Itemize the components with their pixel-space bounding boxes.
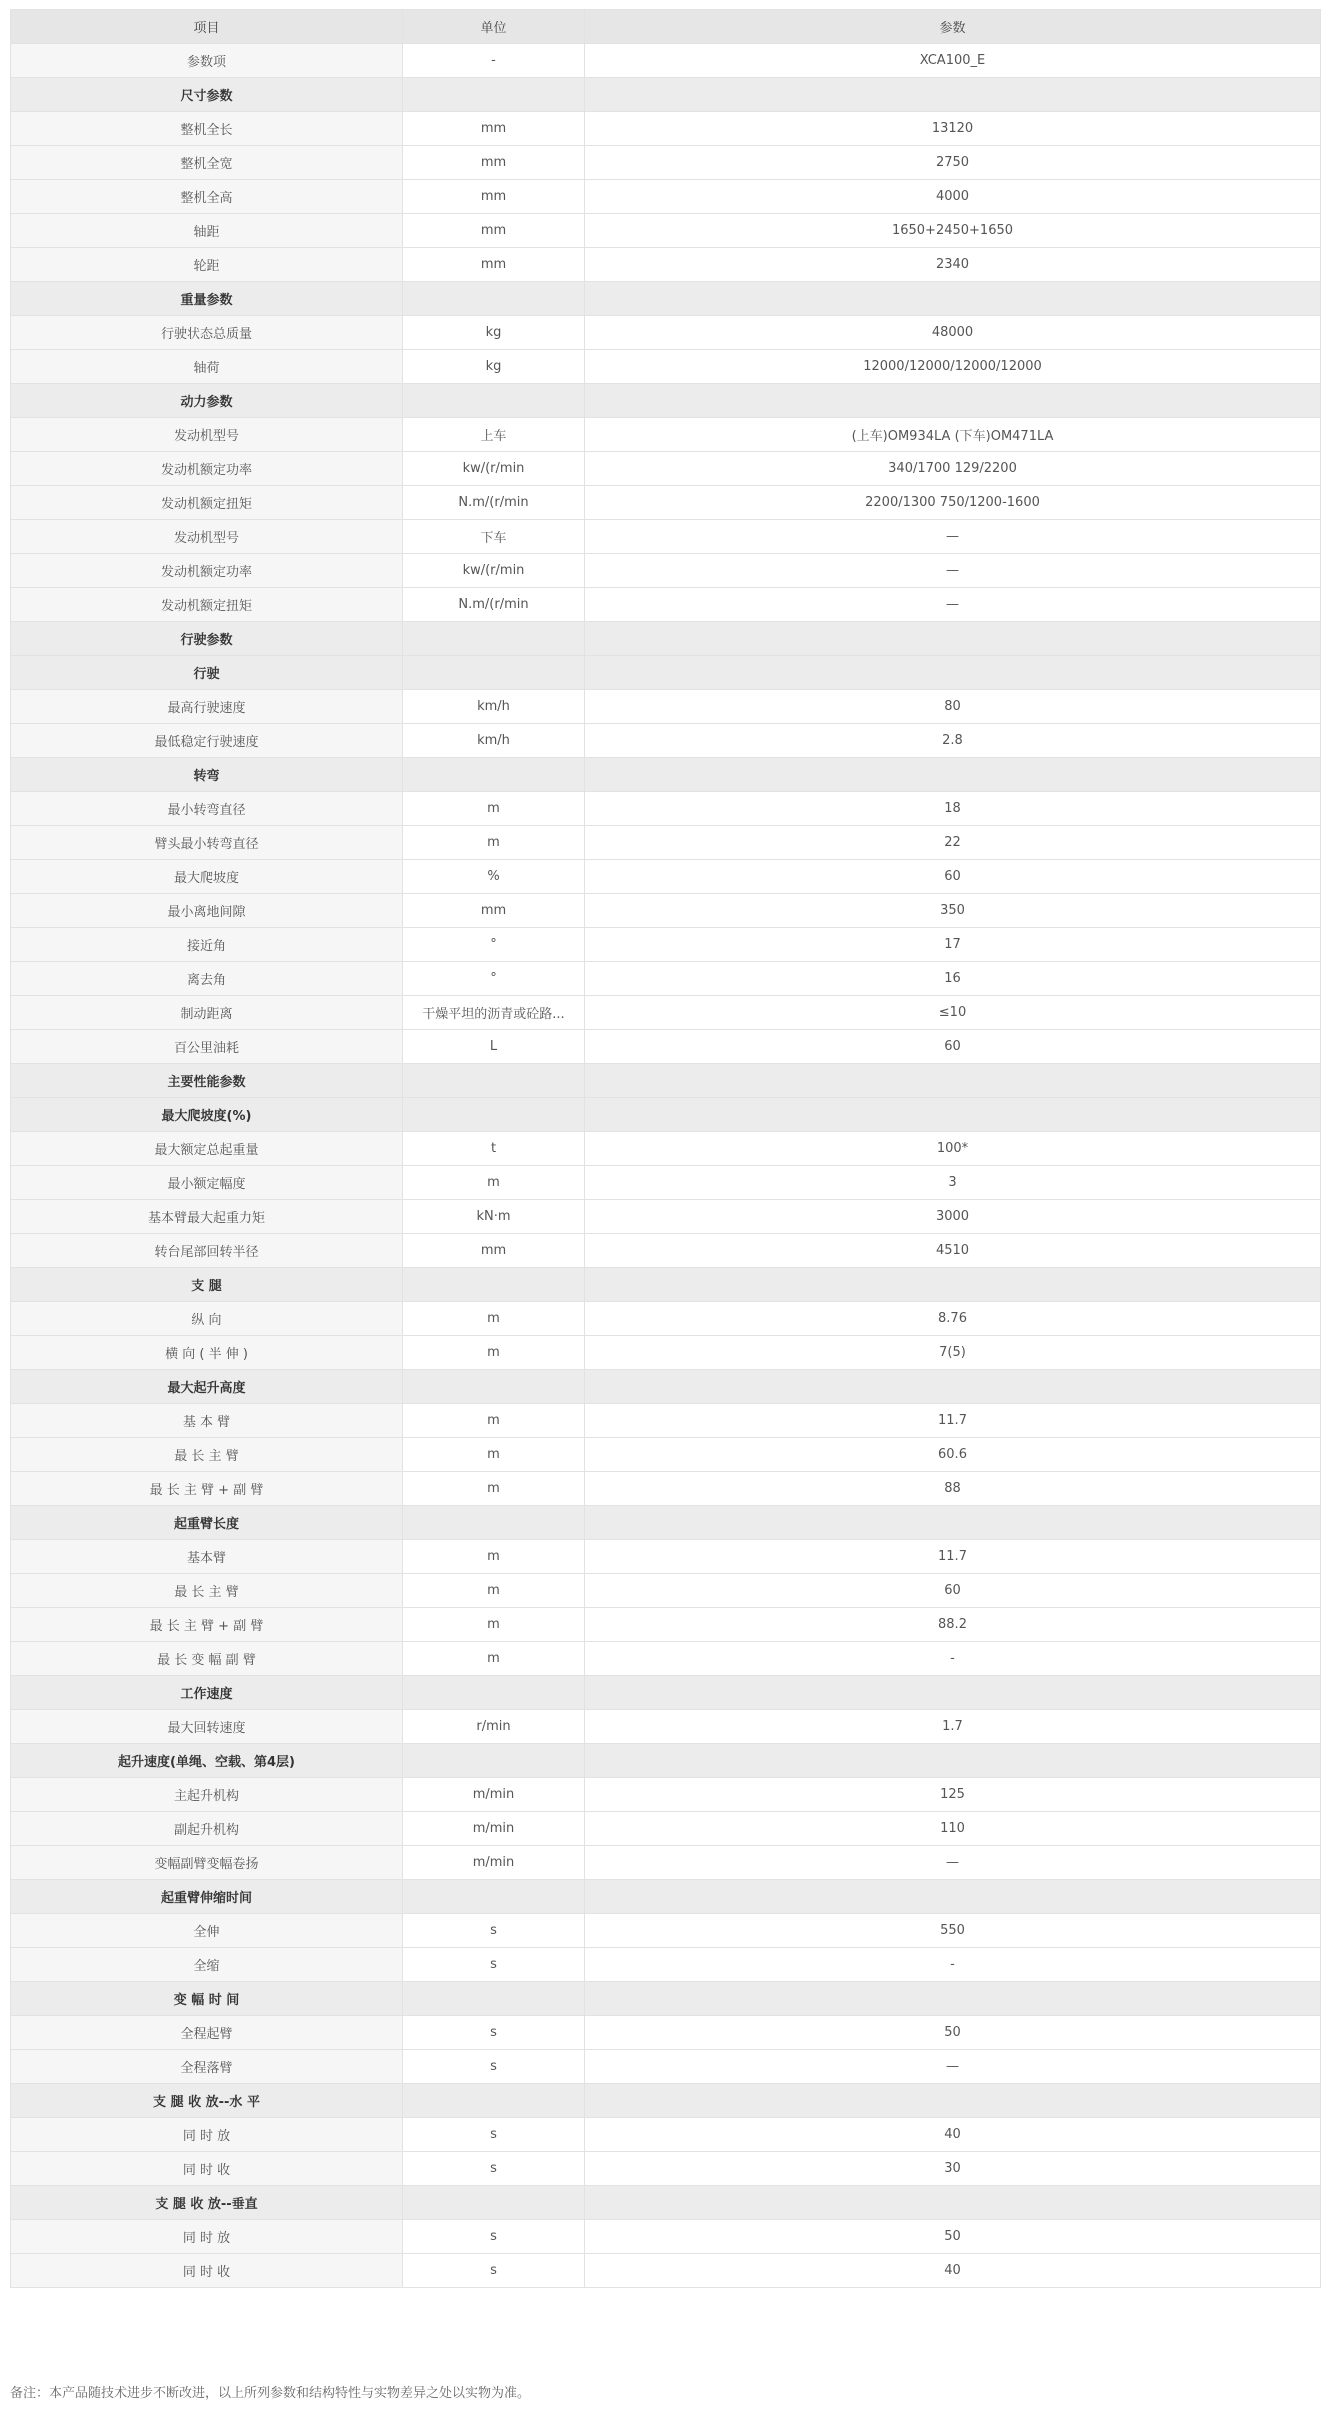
table-row <box>11 1710 1321 1744</box>
unit-cell: m/min <box>403 1778 585 1812</box>
value-cell <box>585 1982 1321 2016</box>
table-row <box>11 1404 1321 1438</box>
table-row <box>11 996 1321 1030</box>
item-cell: 基 本 臂 <box>11 1404 403 1438</box>
item-cell: 最大爬坡度 <box>11 860 403 894</box>
unit-cell: m <box>403 1608 585 1642</box>
value-cell: 2200/1300 750/1200-1600 <box>585 486 1321 520</box>
unit-cell: m <box>403 1574 585 1608</box>
item-cell: 最大爬坡度(%) <box>11 1098 403 1132</box>
table-row <box>11 248 1321 282</box>
value-cell: 22 <box>585 826 1321 860</box>
item-cell: 轴距 <box>11 214 403 248</box>
table-row <box>11 1608 1321 1642</box>
unit-cell <box>403 1880 585 1914</box>
unit-cell <box>403 1506 585 1540</box>
table-row <box>11 2254 1321 2288</box>
unit-cell <box>403 1370 585 1404</box>
item-cell: 变 幅 时 间 <box>11 1982 403 2016</box>
unit-cell <box>403 2084 585 2118</box>
unit-cell <box>403 1676 585 1710</box>
table-row <box>11 214 1321 248</box>
value-cell <box>585 1370 1321 1404</box>
item-cell: 轮距 <box>11 248 403 282</box>
value-cell: — <box>585 554 1321 588</box>
item-cell: 最小额定幅度 <box>11 1166 403 1200</box>
value-cell <box>585 1064 1321 1098</box>
item-cell: 行驶参数 <box>11 622 403 656</box>
item-cell: 全程落臂 <box>11 2050 403 2084</box>
unit-cell: s <box>403 2050 585 2084</box>
unit-cell: 下车 <box>403 520 585 554</box>
unit-cell <box>403 2186 585 2220</box>
table-row <box>11 2152 1321 2186</box>
unit-cell: m <box>403 792 585 826</box>
value-cell <box>585 1744 1321 1778</box>
item-cell: 同 时 放 <box>11 2220 403 2254</box>
table-body <box>11 44 1321 2288</box>
section-row <box>11 384 1321 418</box>
section-row <box>11 282 1321 316</box>
unit-cell: 上车 <box>403 418 585 452</box>
item-cell: 主要性能参数 <box>11 1064 403 1098</box>
item-cell: 发动机型号 <box>11 418 403 452</box>
value-cell: — <box>585 588 1321 622</box>
item-cell: 发动机额定扭矩 <box>11 486 403 520</box>
item-cell: 动力参数 <box>11 384 403 418</box>
unit-cell: kw/(r/min <box>403 452 585 486</box>
value-cell <box>585 384 1321 418</box>
table-row <box>11 1812 1321 1846</box>
item-cell: 主起升机构 <box>11 1778 403 1812</box>
item-cell: 支 腿 收 放--水 平 <box>11 2084 403 2118</box>
unit-cell: m <box>403 1336 585 1370</box>
unit-cell: m/min <box>403 1812 585 1846</box>
section-row <box>11 1064 1321 1098</box>
value-cell: 12000/12000/12000/12000 <box>585 350 1321 384</box>
item-cell: 重量参数 <box>11 282 403 316</box>
unit-cell: N.m/(r/min <box>403 588 585 622</box>
item-cell: 最低稳定行驶速度 <box>11 724 403 758</box>
table-row <box>11 1132 1321 1166</box>
table-row <box>11 316 1321 350</box>
item-cell: 百公里油耗 <box>11 1030 403 1064</box>
item-cell: 支 腿 收 放--垂直 <box>11 2186 403 2220</box>
unit-cell: s <box>403 2220 585 2254</box>
value-cell <box>585 78 1321 112</box>
table-row <box>11 554 1321 588</box>
table-row <box>11 1336 1321 1370</box>
item-cell: 尺寸参数 <box>11 78 403 112</box>
unit-cell: % <box>403 860 585 894</box>
unit-cell <box>403 622 585 656</box>
section-row <box>11 1506 1321 1540</box>
unit-cell: mm <box>403 180 585 214</box>
table-row <box>11 1234 1321 1268</box>
unit-cell: kN·m <box>403 1200 585 1234</box>
item-cell: 行驶状态总质量 <box>11 316 403 350</box>
unit-cell <box>403 656 585 690</box>
table-row <box>11 1778 1321 1812</box>
value-cell: 1.7 <box>585 1710 1321 1744</box>
value-cell <box>585 656 1321 690</box>
value-cell: 60 <box>585 1574 1321 1608</box>
item-cell: 基本臂最大起重力矩 <box>11 1200 403 1234</box>
unit-cell: m <box>403 1166 585 1200</box>
item-cell: 同 时 收 <box>11 2152 403 2186</box>
table-row <box>11 452 1321 486</box>
item-cell: 同 时 收 <box>11 2254 403 2288</box>
value-cell: 60.6 <box>585 1438 1321 1472</box>
value-cell: — <box>585 520 1321 554</box>
unit-cell: t <box>403 1132 585 1166</box>
unit-cell: mm <box>403 248 585 282</box>
section-row <box>11 1676 1321 1710</box>
table-row <box>11 112 1321 146</box>
header-unit: 单位 <box>403 10 585 44</box>
footnote: 备注：本产品随技术进步不断改进，以上所列参数和结构特性与实物差异之处以实物为准。 <box>10 2386 531 2401</box>
item-cell: 全缩 <box>11 1948 403 1982</box>
item-cell: 最小离地间隙 <box>11 894 403 928</box>
table-row <box>11 1540 1321 1574</box>
unit-cell: mm <box>403 894 585 928</box>
value-cell: 2.8 <box>585 724 1321 758</box>
table-row <box>11 1200 1321 1234</box>
value-cell: 350 <box>585 894 1321 928</box>
unit-cell: m <box>403 1404 585 1438</box>
item-cell: 全伸 <box>11 1914 403 1948</box>
table-row <box>11 520 1321 554</box>
value-cell: 1650+2450+1650 <box>585 214 1321 248</box>
unit-cell: m/min <box>403 1846 585 1880</box>
unit-cell: 干燥平坦的沥青或砼路... <box>403 996 585 1030</box>
value-cell: 4000 <box>585 180 1321 214</box>
item-cell: 最大起升高度 <box>11 1370 403 1404</box>
unit-cell: m <box>403 1642 585 1676</box>
unit-cell <box>403 1064 585 1098</box>
unit-cell <box>403 1268 585 1302</box>
value-cell: 4510 <box>585 1234 1321 1268</box>
section-row <box>11 656 1321 690</box>
value-cell: 80 <box>585 690 1321 724</box>
value-cell: 2750 <box>585 146 1321 180</box>
value-cell: 30 <box>585 2152 1321 2186</box>
value-cell: 3 <box>585 1166 1321 1200</box>
section-row <box>11 622 1321 656</box>
value-cell: (上车)OM934LA (下车)OM471LA <box>585 418 1321 452</box>
unit-cell: s <box>403 2254 585 2288</box>
value-cell <box>585 2084 1321 2118</box>
section-row <box>11 1098 1321 1132</box>
unit-cell: s <box>403 1914 585 1948</box>
item-cell: 接近角 <box>11 928 403 962</box>
value-cell: 100* <box>585 1132 1321 1166</box>
value-cell: 88 <box>585 1472 1321 1506</box>
unit-cell <box>403 282 585 316</box>
item-cell: 支 腿 <box>11 1268 403 1302</box>
table-row <box>11 180 1321 214</box>
unit-cell <box>403 1744 585 1778</box>
unit-cell: s <box>403 2016 585 2050</box>
unit-cell: m <box>403 1302 585 1336</box>
table-row <box>11 1302 1321 1336</box>
section-row <box>11 1880 1321 1914</box>
table-row <box>11 860 1321 894</box>
table-row <box>11 1948 1321 1982</box>
item-cell: 最 长 主 臂 + 副 臂 <box>11 1472 403 1506</box>
table-row <box>11 2016 1321 2050</box>
value-cell: 16 <box>585 962 1321 996</box>
value-cell: XCA100_E <box>585 44 1321 78</box>
item-cell: 参数项 <box>11 44 403 78</box>
unit-cell: km/h <box>403 724 585 758</box>
value-cell: 60 <box>585 860 1321 894</box>
value-cell: — <box>585 2050 1321 2084</box>
item-cell: 发动机额定功率 <box>11 554 403 588</box>
unit-cell: kg <box>403 350 585 384</box>
spec-table-container <box>10 9 1320 2288</box>
unit-cell: km/h <box>403 690 585 724</box>
unit-cell <box>403 758 585 792</box>
item-cell: 发动机额定扭矩 <box>11 588 403 622</box>
value-cell: 18 <box>585 792 1321 826</box>
item-cell: 工作速度 <box>11 1676 403 1710</box>
value-cell: - <box>585 1948 1321 1982</box>
table-row <box>11 894 1321 928</box>
value-cell: 17 <box>585 928 1321 962</box>
unit-cell <box>403 1098 585 1132</box>
table-row <box>11 1846 1321 1880</box>
value-cell <box>585 1676 1321 1710</box>
value-cell: 3000 <box>585 1200 1321 1234</box>
item-cell: 制动距离 <box>11 996 403 1030</box>
unit-cell: mm <box>403 214 585 248</box>
unit-cell <box>403 384 585 418</box>
unit-cell: mm <box>403 146 585 180</box>
table-row <box>11 962 1321 996</box>
item-cell: 整机全高 <box>11 180 403 214</box>
item-cell: 纵 向 <box>11 1302 403 1336</box>
item-cell: 起重臂伸缩时间 <box>11 1880 403 1914</box>
table-row <box>11 826 1321 860</box>
value-cell: 13120 <box>585 112 1321 146</box>
table-header-row <box>11 10 1321 44</box>
unit-cell: kg <box>403 316 585 350</box>
value-cell: ≤10 <box>585 996 1321 1030</box>
table-row <box>11 2050 1321 2084</box>
item-cell: 最高行驶速度 <box>11 690 403 724</box>
section-row <box>11 1744 1321 1778</box>
table-row <box>11 2118 1321 2152</box>
table-row <box>11 2220 1321 2254</box>
unit-cell: r/min <box>403 1710 585 1744</box>
unit-cell: mm <box>403 1234 585 1268</box>
value-cell <box>585 1880 1321 1914</box>
item-cell: 起重臂长度 <box>11 1506 403 1540</box>
table-row <box>11 146 1321 180</box>
value-cell: 40 <box>585 2254 1321 2288</box>
section-row <box>11 1268 1321 1302</box>
item-cell: 最大额定总起重量 <box>11 1132 403 1166</box>
item-cell: 行驶 <box>11 656 403 690</box>
table-row <box>11 1166 1321 1200</box>
item-cell: 全程起臂 <box>11 2016 403 2050</box>
item-cell: 基本臂 <box>11 1540 403 1574</box>
unit-cell: m <box>403 826 585 860</box>
unit-cell: L <box>403 1030 585 1064</box>
value-cell <box>585 758 1321 792</box>
item-cell: 整机全宽 <box>11 146 403 180</box>
value-cell <box>585 622 1321 656</box>
unit-cell: m <box>403 1472 585 1506</box>
table-row <box>11 1642 1321 1676</box>
value-cell: 88.2 <box>585 1608 1321 1642</box>
value-cell <box>585 2186 1321 2220</box>
item-cell: 同 时 放 <box>11 2118 403 2152</box>
item-cell: 最 长 主 臂 <box>11 1574 403 1608</box>
value-cell: 125 <box>585 1778 1321 1812</box>
table-row <box>11 588 1321 622</box>
unit-cell <box>403 1982 585 2016</box>
unit-cell: ° <box>403 962 585 996</box>
value-cell: 340/1700 129/2200 <box>585 452 1321 486</box>
unit-cell: s <box>403 1948 585 1982</box>
unit-cell: kw/(r/min <box>403 554 585 588</box>
value-cell: 8.76 <box>585 1302 1321 1336</box>
value-cell: 40 <box>585 2118 1321 2152</box>
value-cell: 7(5) <box>585 1336 1321 1370</box>
item-cell: 最 长 变 幅 副 臂 <box>11 1642 403 1676</box>
item-cell: 轴荷 <box>11 350 403 384</box>
value-cell: 50 <box>585 2220 1321 2254</box>
unit-cell: m <box>403 1540 585 1574</box>
unit-cell: s <box>403 2118 585 2152</box>
value-cell <box>585 1268 1321 1302</box>
item-cell: 最 长 主 臂 + 副 臂 <box>11 1608 403 1642</box>
table-row <box>11 724 1321 758</box>
table-row <box>11 350 1321 384</box>
section-row <box>11 1982 1321 2016</box>
value-cell <box>585 1098 1321 1132</box>
unit-cell: N.m/(r/min <box>403 486 585 520</box>
item-cell: 整机全长 <box>11 112 403 146</box>
unit-cell: mm <box>403 112 585 146</box>
unit-cell: m <box>403 1438 585 1472</box>
item-cell: 最 长 主 臂 <box>11 1438 403 1472</box>
item-cell: 最大回转速度 <box>11 1710 403 1744</box>
value-cell: 11.7 <box>585 1540 1321 1574</box>
section-row <box>11 2084 1321 2118</box>
item-cell: 横 向 ( 半 伸 ) <box>11 1336 403 1370</box>
table-row <box>11 1438 1321 1472</box>
value-cell: 2340 <box>585 248 1321 282</box>
unit-cell: ° <box>403 928 585 962</box>
header-value: 参数 <box>585 10 1321 44</box>
table-row <box>11 418 1321 452</box>
unit-cell: - <box>403 44 585 78</box>
value-cell: 48000 <box>585 316 1321 350</box>
table-row <box>11 1030 1321 1064</box>
item-cell: 转弯 <box>11 758 403 792</box>
item-cell: 发动机型号 <box>11 520 403 554</box>
table-row <box>11 928 1321 962</box>
section-row <box>11 1370 1321 1404</box>
table-row <box>11 44 1321 78</box>
value-cell <box>585 1506 1321 1540</box>
table-row <box>11 1574 1321 1608</box>
table-row <box>11 792 1321 826</box>
value-cell: 50 <box>585 2016 1321 2050</box>
value-cell: 60 <box>585 1030 1321 1064</box>
value-cell: 110 <box>585 1812 1321 1846</box>
value-cell: 11.7 <box>585 1404 1321 1438</box>
item-cell: 发动机额定功率 <box>11 452 403 486</box>
value-cell <box>585 282 1321 316</box>
item-cell: 臂头最小转弯直径 <box>11 826 403 860</box>
header-item: 项目 <box>11 10 403 44</box>
unit-cell: s <box>403 2152 585 2186</box>
item-cell: 离去角 <box>11 962 403 996</box>
section-row <box>11 758 1321 792</box>
spec-table <box>10 9 1321 2288</box>
value-cell: — <box>585 1846 1321 1880</box>
section-row <box>11 78 1321 112</box>
unit-cell <box>403 78 585 112</box>
item-cell: 副起升机构 <box>11 1812 403 1846</box>
item-cell: 变幅副臂变幅卷扬 <box>11 1846 403 1880</box>
table-row <box>11 690 1321 724</box>
value-cell: - <box>585 1642 1321 1676</box>
table-row <box>11 486 1321 520</box>
section-row <box>11 2186 1321 2220</box>
item-cell: 转台尾部回转半径 <box>11 1234 403 1268</box>
item-cell: 起升速度(单绳、空载、第4层) <box>11 1744 403 1778</box>
item-cell: 最小转弯直径 <box>11 792 403 826</box>
table-row <box>11 1914 1321 1948</box>
value-cell: 550 <box>585 1914 1321 1948</box>
table-row <box>11 1472 1321 1506</box>
